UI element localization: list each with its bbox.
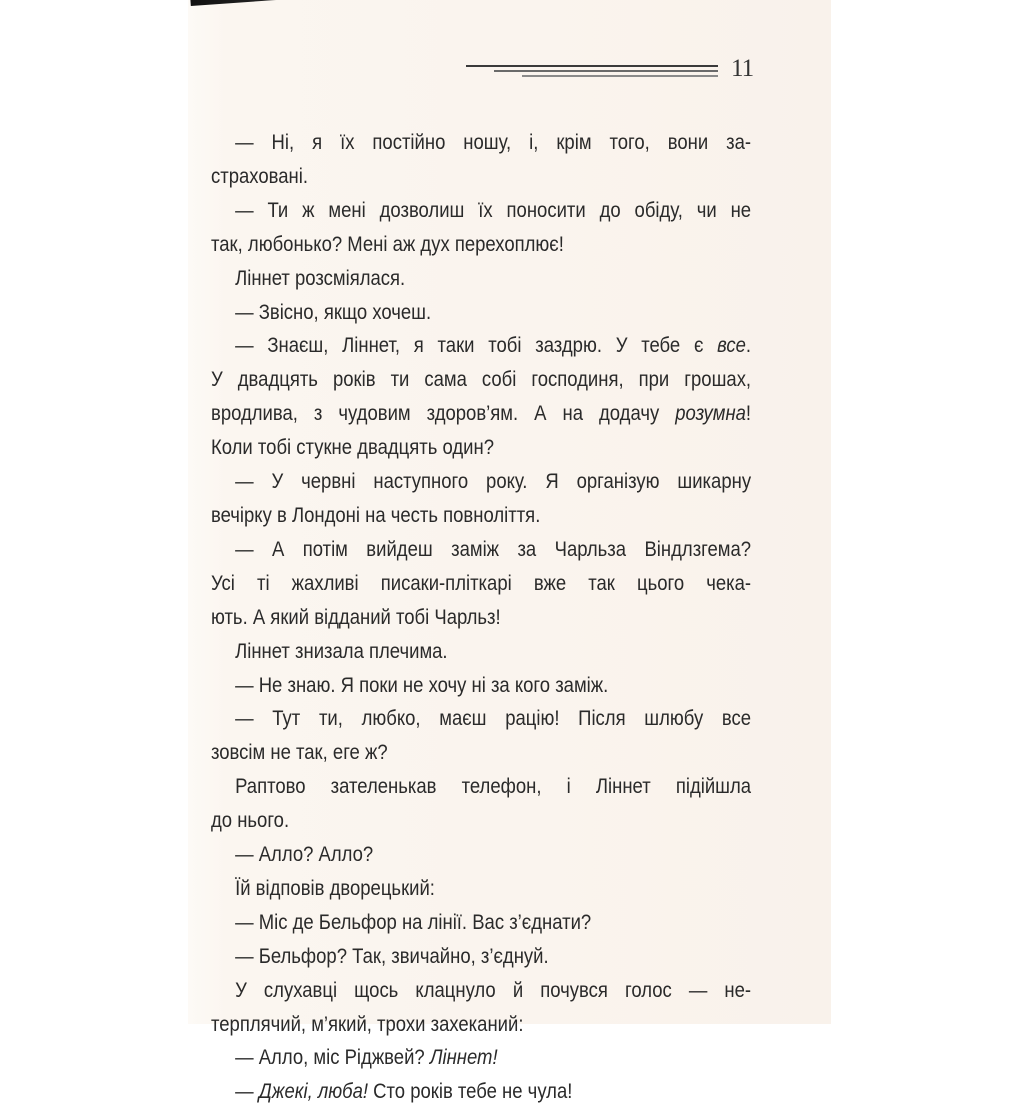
text-line: вечірку в Лондоні на честь повноліття. bbox=[211, 502, 541, 527]
text-line: — Бельфор? Так, звичайно, з’єднуй. bbox=[235, 943, 549, 968]
text-line: Раптово зателенькав телефон, і Ліннет підійшла bbox=[235, 774, 752, 799]
text-segment: ! bbox=[745, 401, 752, 426]
page-number: 11 bbox=[731, 55, 754, 82]
text-line: У двадцять років ти сама собі господиня, при грошах, bbox=[211, 367, 752, 392]
running-header bbox=[466, 55, 766, 85]
text-line bbox=[211, 1075, 751, 1109]
text-line: У слухавці щось клацнуло й почувся голос — не- bbox=[235, 977, 752, 1002]
text-line: Коли тобі стукне двадцять один? bbox=[211, 435, 494, 460]
text-line: — Не знаю. Я поки не хочу ні за кого заміж. bbox=[235, 672, 609, 697]
text-segment: — Алло, міс Ріджвей? bbox=[235, 1045, 430, 1070]
text-segment: — bbox=[235, 1079, 259, 1104]
text-line: — Алло? Алло? bbox=[235, 842, 374, 867]
text-line: — А потім вийдеш заміж за Чарльза Віндлзгема? bbox=[235, 536, 752, 561]
text-line: — У червні наступного року. Я організую шикарну bbox=[235, 469, 752, 494]
text-line: — Ні, я їх постійно ношу, і, крім того, вони за- bbox=[235, 130, 752, 154]
text-line: — Міс де Бельфор на лінії. Вас з’єднати? bbox=[235, 909, 592, 934]
text-line: — Ти ж мені дозволиш їх поносити до обіду, чи не bbox=[235, 197, 752, 222]
header-rule-line bbox=[466, 65, 718, 67]
text-line: терплячий, м’який, трохи захеканий: bbox=[211, 1011, 524, 1036]
header-rule-line bbox=[494, 70, 718, 72]
text-line bbox=[211, 397, 751, 431]
body-text bbox=[211, 126, 752, 1109]
text-line: Ліннет розсміялася. bbox=[235, 265, 406, 290]
text-line: Їй відповів дворецький: bbox=[235, 875, 435, 900]
text-line: — Звісно, якщо хочеш. bbox=[235, 299, 432, 324]
italic-text: все bbox=[717, 333, 746, 358]
text-line: ють. А який відданий тобі Чарльз! bbox=[211, 604, 501, 629]
text-line: Усі ті жахливі писаки-пліткарі вже так цього чека- bbox=[211, 570, 752, 595]
text-line: Ліннет знизала плечима. bbox=[235, 638, 448, 663]
text-segment: Сто років тебе не чула! bbox=[368, 1079, 573, 1104]
text-segment: . bbox=[745, 333, 752, 358]
italic-text: Ліннет! bbox=[429, 1045, 498, 1070]
text-line: до нього. bbox=[211, 808, 290, 833]
text-segment: вродлива, з чудовим здоров’ям. А на додачу bbox=[211, 401, 676, 426]
text-line: зовсім не так, еге ж? bbox=[211, 740, 388, 765]
italic-text: розумна bbox=[675, 401, 746, 426]
header-rule-line bbox=[522, 75, 718, 77]
text-segment: — Знаєш, Ліннет, я таки тобі заздрю. У тебе є bbox=[235, 333, 718, 358]
italic-text: Джекі, люба! bbox=[258, 1079, 369, 1104]
text-line bbox=[211, 1041, 751, 1075]
text-line bbox=[211, 329, 751, 363]
text-line: — Тут ти, любко, маєш рацію! Після шлюбу все bbox=[235, 706, 752, 731]
text-line: так, любонько? Мені аж дух перехоплює! bbox=[211, 231, 564, 256]
text-line: страховані. bbox=[211, 163, 308, 188]
